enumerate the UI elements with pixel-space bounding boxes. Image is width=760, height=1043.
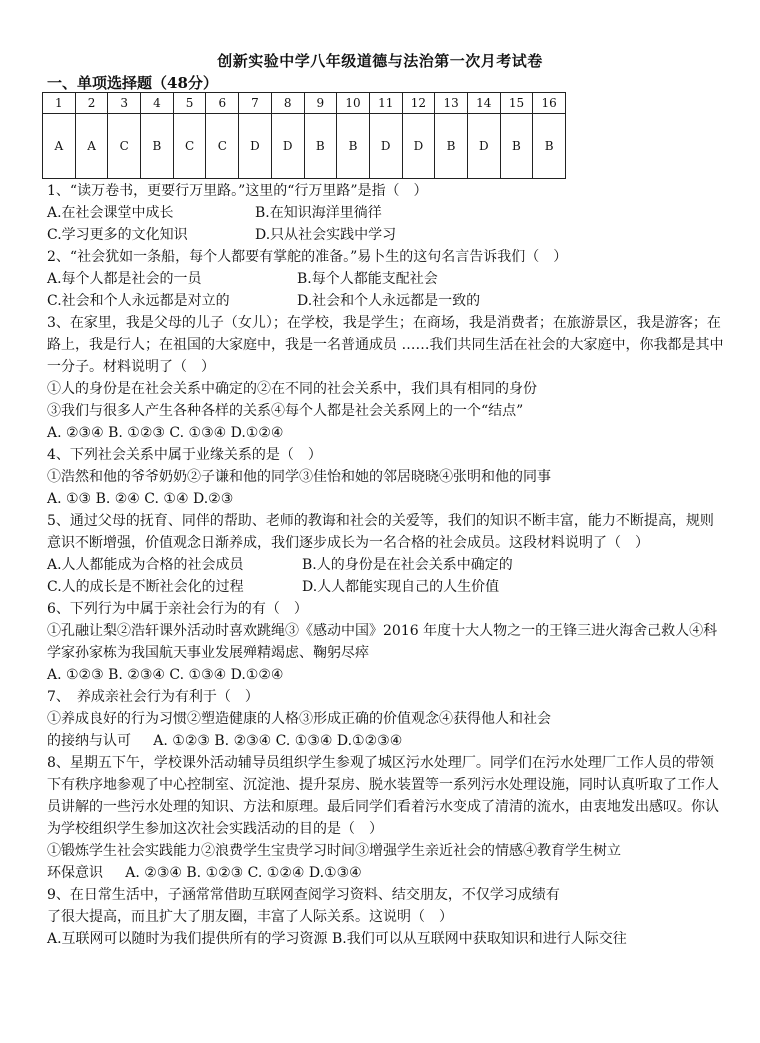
- answer-number-cell: 9: [304, 93, 337, 114]
- answer-number-cell: 15: [500, 93, 533, 114]
- answer-number-cell: 3: [108, 93, 141, 114]
- answer-number-cell: 5: [173, 93, 206, 114]
- statement-line: ①养成良好的行为习惯②塑造健康的人格③形成正确的价值观念④获得他人和社会: [47, 711, 551, 727]
- question-stem: 6、下列行为中属于亲社会行为的有（ ）: [47, 601, 308, 617]
- section-heading: 一、单项选择题（48分）: [47, 74, 218, 92]
- option-b: B.在知识海洋里徜徉: [255, 205, 382, 221]
- answer-number-cell: 7: [239, 93, 272, 114]
- answer-value-cell: B: [337, 114, 370, 179]
- option-a: A.人人都能成为合格的社会成员: [47, 557, 244, 573]
- option-b: B.每个人都能支配社会: [297, 271, 438, 287]
- exam-title: 创新实验中学八年级道德与法治第一次月考试卷: [217, 52, 543, 70]
- answer-number-cell: 2: [75, 93, 108, 114]
- answer-value-cell: B: [141, 114, 174, 179]
- options-line: A. ②③④ B. ①②③ C. ①②④ D.①③④: [125, 865, 362, 881]
- question-5: [47, 510, 727, 598]
- answer-table: [42, 92, 566, 179]
- question-stem: 4、下列社会关系中属于业缘关系的是（ ）: [47, 447, 322, 463]
- answer-value-cell: A: [43, 114, 76, 179]
- answer-number-cell: 12: [402, 93, 435, 114]
- answer-value-cell: B: [304, 114, 337, 179]
- answer-number-cell: 4: [141, 93, 174, 114]
- answer-number-cell: 1: [43, 93, 76, 114]
- options-line: A. ①②③ B. ②③④ C. ①③④ D.①②④: [47, 667, 284, 683]
- answer-number-cell: 10: [337, 93, 370, 114]
- answer-value-cell: D: [402, 114, 435, 179]
- answer-number-cell: 16: [533, 93, 566, 114]
- options-line: A. ①③ B. ②④ C. ①④ D.②③: [47, 491, 234, 507]
- answer-table-number-row: [43, 93, 566, 114]
- question-stem: 3、在家里，我是父母的儿子（女儿）；在学校，我是学生；在商场，我是消费者；在旅游景区，我是游客；在路上，我是行人；在祖国的大家庭中，我是一名普通成员 ……我们共同生活在社会的大家庭中，你我都是其中一分子。材料说明了（ ）: [47, 315, 724, 375]
- answer-number-cell: 8: [271, 93, 304, 114]
- question-stem: 7、 养成亲社会行为有利于（ ）: [47, 689, 259, 705]
- answer-value-cell: D: [239, 114, 272, 179]
- question-6: [47, 598, 727, 686]
- statement-line: 的接纳与认可: [47, 733, 131, 749]
- statement-line: ①孔融让梨②浩轩课外活动时喜欢跳绳③《感动中国》2016 年度十大人物之一的王锋三进火海舍己救人④科学家孙家栋为我国航天事业发展殚精竭虑、鞠躬尽瘁: [47, 623, 718, 661]
- statement-line: ①锻炼学生社会实践能力②浪费学生宝贵学习时间③增强学生亲近社会的情感④教育学生树立: [47, 843, 621, 859]
- answer-number-cell: 14: [467, 93, 500, 114]
- question-8: [47, 752, 727, 884]
- question-4: [47, 444, 727, 510]
- answer-value-cell: D: [271, 114, 304, 179]
- option-c: C.社会和个人永远都是对立的: [47, 293, 230, 309]
- answer-value-cell: D: [369, 114, 402, 179]
- options-line: A. ②③④ B. ①②③ C. ①③④ D.①②④: [47, 425, 284, 441]
- question-stem: 8、星期五下午，学校课外活动辅导员组织学生参观了城区污水处理厂。同学们在污水处理厂工作人员的带领下有秩序地参观了中心控制室、沉淀池、提升泵房、脱水装置等一系列污水处理设施，同时认真听取了工作人员讲解的一些污水处理的知识、方法和原理。最后同学们看着污水变成了清清的流水，由衷地发出感叹。你认为学校组织学生参加这次社会实践活动的目的是（ ）: [47, 755, 719, 837]
- question-7: [47, 686, 727, 752]
- statement-line: 环保意识: [47, 865, 103, 881]
- statement-line: ③我们与很多人产生各种各样的关系④每个人都是社会关系网上的一个“结点”: [47, 403, 524, 419]
- question-stem: 2、“社会犹如一条船，每个人都要有掌舵的准备。”易卜生的这句名言告诉我们（ ）: [47, 249, 568, 265]
- answer-value-cell: A: [75, 114, 108, 179]
- options-line: A. ①②③ B. ②③④ C. ①③④ D.①②③④: [153, 733, 403, 749]
- option-a: A.每个人都是社会的一员: [47, 271, 202, 287]
- question-stem-continued: 了很大提高，而且扩大了朋友圈，丰富了人际关系。这说明（ ）: [47, 909, 453, 925]
- question-2: [47, 246, 727, 312]
- question-stem: 9、在日常生活中，子涵常常借助互联网查阅学习资料、结交朋友，不仅学习成绩有: [47, 887, 560, 903]
- answer-value-cell: B: [533, 114, 566, 179]
- statement-line: ①人的身份是在社会关系中确定的②在不同的社会关系中，我们具有相同的身份: [47, 381, 537, 397]
- option-a: A.在社会课堂中成长: [47, 205, 174, 221]
- question-stem: 5、通过父母的抚育、同伴的帮助、老师的教诲和社会的关爱等，我们的知识不断丰富，能力不断提高，规则意识不断增强，价值观念日渐养成，我们逐步成长为一名合格的社会成员。这段材料说明了（ ）: [47, 513, 714, 551]
- answer-number-cell: 13: [435, 93, 468, 114]
- option-c: C.学习更多的文化知识: [47, 227, 188, 243]
- answer-value-cell: B: [435, 114, 468, 179]
- answer-value-cell: C: [206, 114, 239, 179]
- option-d: D.社会和个人永远都是一致的: [297, 293, 481, 309]
- question-3: [47, 312, 727, 444]
- option-d: D.只从社会实践中学习: [255, 227, 397, 243]
- options-line: A.互联网可以随时为我们提供所有的学习资源 B.我们可以从互联网中获取知识和进行人际交往: [47, 931, 627, 947]
- answer-value-cell: B: [500, 114, 533, 179]
- answer-number-cell: 11: [369, 93, 402, 114]
- answer-value-cell: D: [467, 114, 500, 179]
- question-stem: 1、“读万卷书，更要行万里路。”这里的“行万里路”是指（ ）: [47, 183, 428, 199]
- question-9: [47, 884, 727, 950]
- answer-number-cell: 6: [206, 93, 239, 114]
- question-body: [47, 180, 727, 950]
- answer-value-cell: C: [108, 114, 141, 179]
- statement-line: ①浩然和他的爷爷奶奶②子谦和他的同学③佳怡和她的邻居晓晓④张明和他的同事: [47, 469, 551, 485]
- option-c: C.人的成长是不断社会化的过程: [47, 579, 244, 595]
- option-b: B.人的身份是在社会关系中确定的: [302, 557, 513, 573]
- option-d: D.人人都能实现自己的人生价值: [302, 579, 500, 595]
- question-1: [47, 180, 727, 246]
- answer-value-cell: C: [173, 114, 206, 179]
- answer-table-answer-row: [43, 114, 566, 179]
